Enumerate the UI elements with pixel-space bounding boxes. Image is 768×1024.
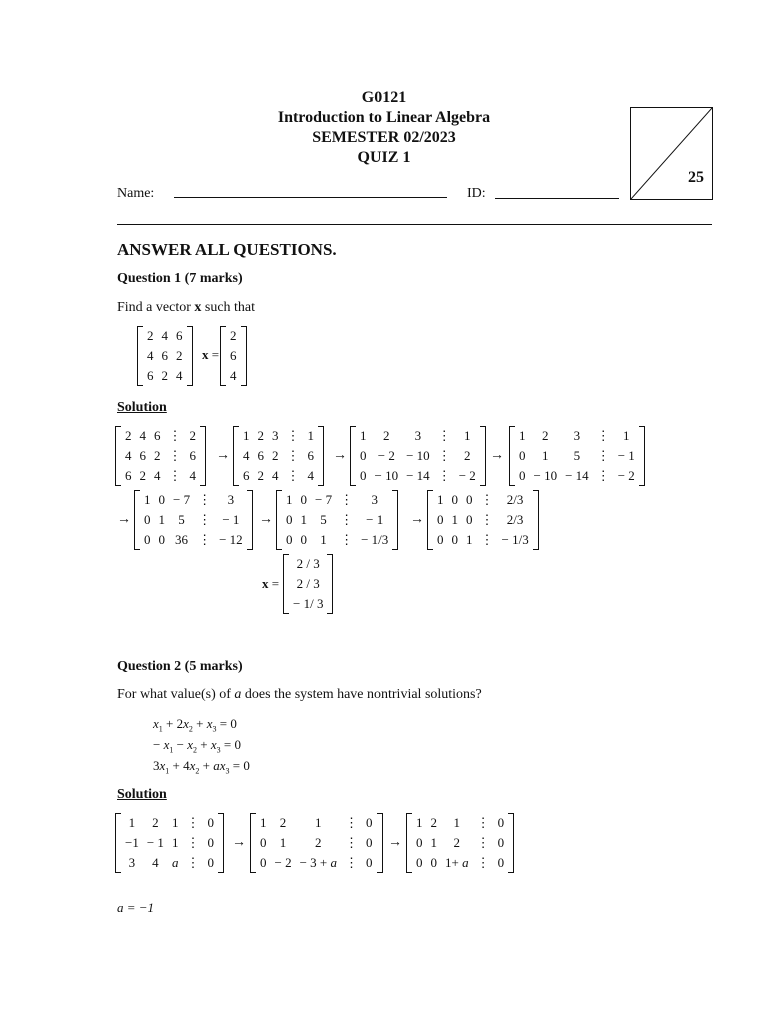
matrix-entry: 1 [243,428,250,443]
matrix-entry: − 1 [146,835,164,850]
matrix-entry: 2 [139,468,146,483]
matrix-entry: 2 [230,328,237,343]
matrix-entry: 5 [573,448,581,463]
arrow: → [490,448,504,463]
quiz-title: QUIZ 1 [357,149,411,166]
matrix-entry: 2 [463,448,471,463]
matrix-entry: ⋮ [345,815,359,830]
matrix-entry: 0 [207,835,214,850]
matrix-entry: ⋮ [596,428,610,443]
matrix-entry: 0 [286,532,293,547]
semester: SEMESTER 02/2023 [312,129,456,146]
matrix-entry: 3 [227,492,235,507]
matrix-entry: 4 [230,368,237,383]
q1-matrix-3 [350,426,486,486]
matrix-entry: − 1/3 [501,532,529,547]
arrow: → [117,512,131,527]
matrix-entry: 0 [207,855,214,870]
arrow: → [388,835,402,850]
matrix-entry: 2 [161,368,168,383]
matrix-entry: 0 [466,492,473,507]
matrix-entry: 6 [243,468,250,483]
matrix-entry: a [171,855,179,870]
q1-matrix-2 [233,426,324,486]
matrix-entry: 0 [360,448,367,463]
matrix-entry: ⋮ [345,855,359,870]
arrow: → [216,448,230,463]
matrix-entry: 2 / 3 [296,556,320,571]
question-1-prompt: Find a vector x such that [117,300,256,315]
arrow: → [333,448,347,463]
matrix-entry: 1 [315,815,322,830]
equals-label: x = [202,347,220,362]
course-code: G0121 [361,89,407,106]
matrix-entry: − 10 [374,468,399,483]
matrix-entry: 1 [453,815,461,830]
matrix-entry: 2 [125,428,132,443]
score-box [630,107,713,200]
matrix-entry: 1 [171,835,179,850]
arrow: → [259,512,273,527]
matrix-entry: 0 [144,512,151,527]
equation-3: $3x_1 + 4x_2 + ax_3 = 0$ [153,758,250,776]
matrix-entry: ⋮ [596,468,610,483]
matrix-entry: −1 [125,835,139,850]
matrix-entry: 6 [307,448,314,463]
matrix-entry: 0 [158,492,165,507]
matrix-entry: 3 [371,492,378,507]
matrix-entry: 0 [300,532,307,547]
matrix-entry: 4 [243,448,250,463]
matrix-entry: 1 [519,428,526,443]
matrix-entry: 0 [430,855,437,870]
matrix-entry: 1 [320,532,327,547]
matrix-entry: 1 [430,835,437,850]
matrix-entry: 0 [144,532,151,547]
matrix-entries [412,813,508,873]
question-2-prompt: For what value(s) of a does the system have nontrivial solutions? [117,687,482,702]
matrix-entry: ⋮ [198,512,212,527]
matrix-entry: 4 [147,348,154,363]
id-label: ID: [467,186,486,201]
matrix-entry: 2 [154,448,161,463]
matrix-entry: 1 [416,815,423,830]
matrix-entry: 1 [463,428,471,443]
matrix-entry: 4 [272,468,279,483]
matrix-entry: 2/3 [506,492,524,507]
matrix-entry: 4 [176,368,183,383]
matrix-entry: 1 [260,815,267,830]
matrix-entries [226,326,241,386]
q2-matrix-1 [115,813,224,873]
matrix-entry: − 7 [173,492,191,507]
matrix-entry: − 1 [366,512,384,527]
matrix-entry: 0 [451,532,458,547]
vector-b [220,326,247,386]
matrix-entry: ⋮ [476,835,490,850]
matrix-entry: 3 [272,428,279,443]
matrix-entry: − 1 [617,448,635,463]
matrix-entry: ⋮ [476,815,490,830]
matrix-entry: 36 [175,532,189,547]
matrix-entry: 1 [466,532,473,547]
matrix-entry: − 1/3 [361,532,389,547]
matrix-entry: 0 [416,835,423,850]
matrix-entry: 0 [260,855,267,870]
matrix-entry: 2 [430,815,437,830]
matrix-entry: 0 [366,835,373,850]
matrix-entries [143,326,187,386]
matrix-entry: 4 [161,328,168,343]
matrix-entry: 0 [497,855,505,870]
matrix-entry: ⋮ [168,468,182,483]
matrix-a [137,326,193,386]
matrix-entry: ⋮ [340,532,354,547]
matrix-entry: ⋮ [168,448,182,463]
matrix-entry: 2 [279,815,287,830]
matrix-entry: ⋮ [186,815,200,830]
matrix-entry: 6 [125,468,132,483]
instruction: ANSWER ALL QUESTIONS. [117,240,337,259]
id-field[interactable] [495,198,619,199]
matrix-entry: 1 [622,428,630,443]
matrix-entry: ⋮ [480,512,494,527]
matrix-entry: ⋮ [286,448,300,463]
matrix-entry: − 10 [406,448,430,463]
answer: a = −1 [117,900,155,915]
matrix-entry: 1 [171,815,179,830]
matrix-entry: 6 [147,368,154,383]
matrix-entry: ⋮ [186,855,200,870]
matrix-entries [282,490,392,550]
matrix-entry: 1 [360,428,367,443]
solution-vector [283,554,333,614]
matrix-entry: − 10 [533,468,558,483]
matrix-entry: 0 [437,512,444,527]
matrix-entry: 0 [300,492,307,507]
solution-1-label: Solution [117,400,167,415]
matrix-entry: ⋮ [476,855,490,870]
matrix-entry: 5 [178,512,185,527]
matrix-entry: 0 [466,512,473,527]
matrix-entry: 0 [416,855,423,870]
matrix-entry: 1 [128,815,136,830]
matrix-entry: 0 [451,492,458,507]
matrix-entry: 1 [307,428,314,443]
matrix-entry: ⋮ [168,428,182,443]
matrix-entry: ⋮ [340,492,354,507]
matrix-entry: 1+ a [445,855,469,870]
matrix-entry: 6 [161,348,168,363]
arrow: → [232,835,246,850]
matrix-entry: − 2 [274,855,292,870]
q1-matrix-5 [134,490,253,550]
divider [117,224,712,225]
matrix-entry: − 7 [315,492,333,507]
matrix-entry: − 2 [377,448,395,463]
q1-matrix-4 [509,426,645,486]
equation-1: $x_1 + 2x_2 + x_3 = 0$ [153,716,237,734]
q1-matrix-7 [427,490,539,550]
matrix-entry: − 14 [406,468,430,483]
matrix-entry: 2 [152,815,159,830]
matrix-entry: 1 [279,835,287,850]
matrix-entry: − 1 [222,512,240,527]
matrix-entry: 4 [152,855,159,870]
matrix-entry: 2 [315,835,322,850]
matrix-entry: 0 [497,835,505,850]
matrix-entry: ⋮ [198,532,212,547]
matrix-entry: 0 [519,468,526,483]
matrix-entry: 0 [519,448,526,463]
matrix-entry: ⋮ [480,492,494,507]
matrix-entry: 2 [176,348,183,363]
matrix-entry: 0 [437,532,444,547]
matrix-entry: − 3 + a [299,855,338,870]
matrix-entries [121,426,200,486]
matrix-entry: 0 [207,815,214,830]
matrix-entry: 6 [257,448,264,463]
q2-matrix-2 [250,813,383,873]
matrix-entry: ⋮ [345,835,359,850]
q1-matrix-6 [276,490,398,550]
matrix-entry: 2 [542,428,549,443]
matrix-entry: 2 [257,428,264,443]
matrix-entry: 0 [286,512,293,527]
equation-2: − $x_1 - x_2 + x_3 = 0$ [153,737,241,755]
question-2-title: Question 2 (5 marks) [117,659,243,674]
matrix-entry: 0 [366,855,373,870]
matrix-entry: ⋮ [286,428,300,443]
matrix-entry: ⋮ [437,428,451,443]
matrix-entry: 5 [320,512,327,527]
matrix-entry: 0 [260,835,267,850]
matrix-entry: 1 [158,512,165,527]
matrix-entry: 1 [451,512,458,527]
matrix-entry: 6 [176,328,183,343]
matrix-entries [515,426,639,486]
matrix-entry: ⋮ [286,468,300,483]
matrix-entries [121,813,218,873]
matrix-entry: 1 [437,492,444,507]
matrix-entries [289,554,327,614]
matrix-entry: 3 [573,428,581,443]
matrix-entry: 6 [189,448,196,463]
matrix-entries [433,490,533,550]
matrix-entry: 6 [139,448,146,463]
matrix-entry: ⋮ [437,468,451,483]
matrix-entry: 2 [272,448,279,463]
q2-matrix-3 [406,813,514,873]
name-label: Name: [117,186,155,201]
course-title: Introduction to Linear Algebra [277,109,491,126]
matrix-entry: − 14 [565,468,589,483]
matrix-entry: 1 [542,448,549,463]
q1-matrix-1 [115,426,206,486]
matrix-entry: 1 [286,492,293,507]
matrix-entry: − 2 [458,468,476,483]
name-field[interactable] [174,197,447,198]
matrix-entry: − 12 [219,532,243,547]
matrix-entry: 1 [144,492,151,507]
total-marks: 25 [688,169,704,186]
matrix-entry: 0 [158,532,165,547]
matrix-entry: − 2 [617,468,635,483]
matrix-entry: 3 [414,428,422,443]
solution-2-label: Solution [117,787,167,802]
matrix-entry: 4 [154,468,161,483]
matrix-entry: 6 [230,348,237,363]
matrix-entry: 4 [189,468,196,483]
matrix-entry: 2 [147,328,154,343]
question-1-title: Question 1 (7 marks) [117,271,243,286]
matrix-entry: 6 [154,428,161,443]
matrix-entry: 2 [189,428,196,443]
matrix-entry: 2 / 3 [296,576,320,591]
matrix-entry: 4 [307,468,314,483]
matrix-entry: 2/3 [506,512,524,527]
matrix-entry: ⋮ [596,448,610,463]
matrix-entries [356,426,480,486]
matrix-entry: 2 [257,468,264,483]
matrix-entry: ⋮ [480,532,494,547]
matrix-entry: 3 [128,855,136,870]
matrix-entry: 0 [360,468,367,483]
matrix-entry: 1 [300,512,307,527]
arrow: → [410,512,424,527]
matrix-entry: − 1/ 3 [293,596,324,611]
matrix-entry: ⋮ [198,492,212,507]
matrix-entries [239,426,318,486]
matrix-entries [140,490,247,550]
x-equals-label: x = [262,576,280,591]
matrix-entries [256,813,377,873]
matrix-entry: 0 [366,815,373,830]
matrix-entry: 0 [497,815,505,830]
matrix-entry: ⋮ [437,448,451,463]
matrix-entry: 2 [453,835,461,850]
matrix-entry: 2 [383,428,390,443]
matrix-entry: 4 [139,428,146,443]
matrix-entry: ⋮ [340,512,354,527]
matrix-entry: 4 [125,448,132,463]
matrix-entry: ⋮ [186,835,200,850]
